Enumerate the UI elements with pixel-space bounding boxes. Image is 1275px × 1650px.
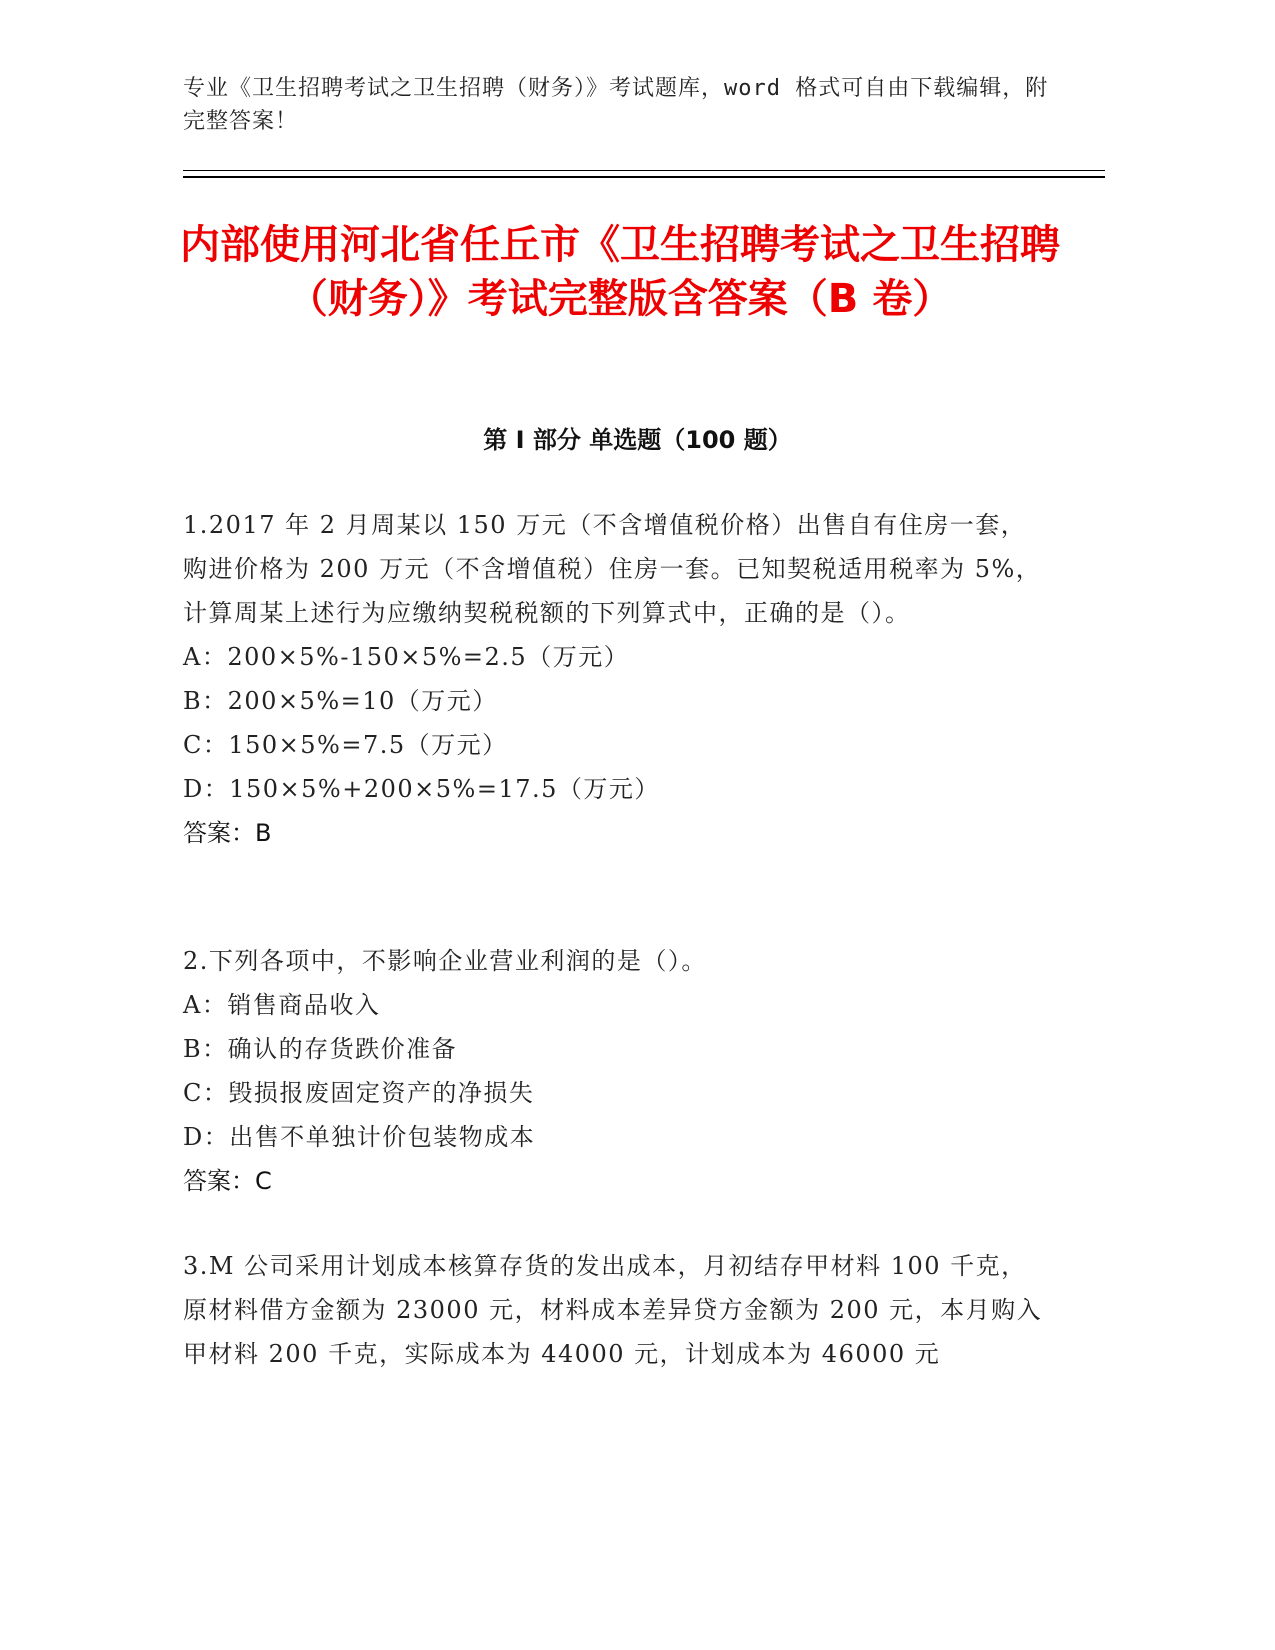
option-c: C：150×5%=7.5（万元） xyxy=(183,731,508,759)
question-text: 1.2017 年 2 月周某以 150 万元（不含增值税价格）出售自有住房一套，购进价格为 200 万元（不含增值税）住房一套。已知契税适用税率为 5%，计算周某上述行为应缴纳契税税额的下列算式中，正确的是（）。 xyxy=(183,511,1042,627)
question-text: 2.下列各项中，不影响企业营业利润的是（）。 xyxy=(183,947,707,975)
section-heading: 第 I 部分 单选题（100 题） xyxy=(483,426,792,454)
option-a: A：销售商品收入 xyxy=(183,991,381,1019)
option-d: D：出售不单独计价包装物成本 xyxy=(183,1123,536,1151)
question-2 xyxy=(183,939,1043,1203)
answer: 答案：C xyxy=(183,1167,272,1195)
answer: 答案：B xyxy=(183,819,272,847)
document-title: 内部使用河北省任丘市《卫生招聘考试之卫生招聘（财务）》考试完整版含答案（B 卷） xyxy=(180,222,1060,322)
option-c: C：毁损报废固定资产的净损失 xyxy=(183,1079,535,1107)
question-1 xyxy=(183,503,1043,855)
option-b: B：200×5%=10（万元） xyxy=(183,687,498,715)
header-divider-top xyxy=(183,170,1105,171)
option-d: D：150×5%+200×5%=17.5（万元） xyxy=(183,775,660,803)
question-text: 3.M 公司采用计划成本核算存货的发出成本，月初结存甲材料 100 千克，原材料借方金额为 23000 元，材料成本差异贷方金额为 200 元，本月购入甲材料 200 千克，实际成本为 44000 元，计划成本为 46000 元 xyxy=(183,1252,1043,1368)
header-divider-bottom xyxy=(183,176,1105,178)
header-note: 专业《卫生招聘考试之卫生招聘（财务）》考试题库，word 格式可自由下载编辑，附完整答案！ xyxy=(183,76,1049,134)
option-a: A：200×5%-150×5%=2.5（万元） xyxy=(183,643,630,671)
option-b: B：确认的存货跌价准备 xyxy=(183,1035,458,1063)
question-3 xyxy=(183,1244,1043,1376)
